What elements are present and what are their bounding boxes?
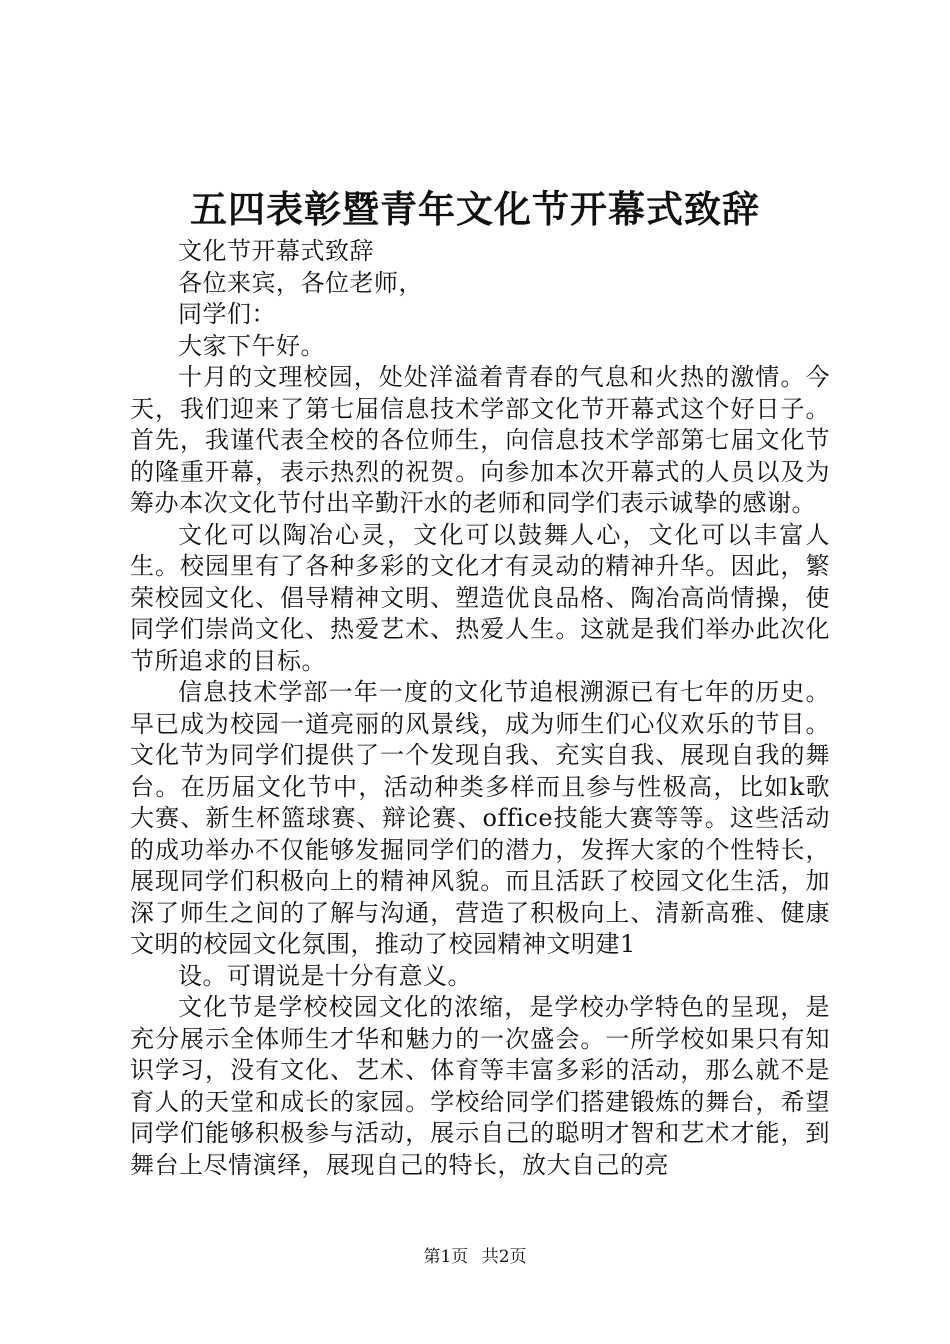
paragraph: 设。可谓说是十分有意义。 <box>178 961 472 990</box>
paragraph: 文化节是学校校园文化的浓缩，是学校办学特色的呈现，是充分展示全体师生才华和魅力的一次盛会。一所学校如果只有知识学习，没有文化、艺术、体育等丰富多彩的活动，那么就不是育人的天堂和成长的家园。学校给同学们搭建锻炼的舞台，希望同学们能够积极参与活动，展示自己的聪明才智和艺术才能，到舞台上尽情演绎，展现自己的特长，放大自己的亮 <box>130 993 830 1179</box>
document-body <box>130 236 830 1181</box>
paragraph: 十月的文理校园，处处洋溢着青春的气息和火热的激情。今天，我们迎来了第七届信息技术学部文化节开幕式这个好日子。首先，我谨代表全校的各位师生，向信息技术学部第七届文化节的隆重开幕，表示热烈的祝贺。向参加本次开幕式的人员以及为筹办本次文化节付出辛勤汗水的老师和同学们表示诚挚的感谢。 <box>130 363 830 517</box>
paragraph: 同学们： <box>178 300 276 328</box>
paragraph: 文化可以陶冶心灵，文化可以鼓舞人心，文化可以丰富人生。校园里有了各种多彩的文化才有灵动的精神升华。因此，繁荣校园文化、倡导精神文明、塑造优良品格、陶冶高尚情操，使同学们崇尚文化、热爱艺术、热爱人生。这就是我们举办此次化节所追求的目标。 <box>130 520 830 675</box>
document-title: 五四表彰暨青年文化节开幕式致辞 <box>190 187 760 231</box>
page-footer <box>0 1245 950 1269</box>
paragraph: 大家下午好。 <box>178 331 325 360</box>
paragraph: 各位来宾，各位老师， <box>178 268 423 297</box>
paragraph: 信息技术学部一年一度的文化节追根溯源已有七年的历史。早已成为校园一道亮丽的风景线，成为师生们心仪欢乐的节目。文化节为同学们提供了一个发现自我、充实自我、展现自我的舞台。在历届文化节中，活动种类多样而且参与性极高，比如k歌大赛、新生杯篮球赛、辩论赛、office技能大赛等等。这些活动的成功举办不仅能够发掘同学们的潜力，发挥大家的个性特长，展现同学们积极向上的精神风貌。而且活跃了校园文化生活，加深了师生之间的了解与沟通，营造了积极向上、清新高雅、健康文明的校园文化氛围，推动了校园精神文明建1 <box>130 678 830 958</box>
page-total: 共2页 <box>481 1247 527 1267</box>
page-number: 第1页 <box>423 1247 469 1267</box>
paragraph: 文化节开幕式致辞 <box>178 237 374 265</box>
